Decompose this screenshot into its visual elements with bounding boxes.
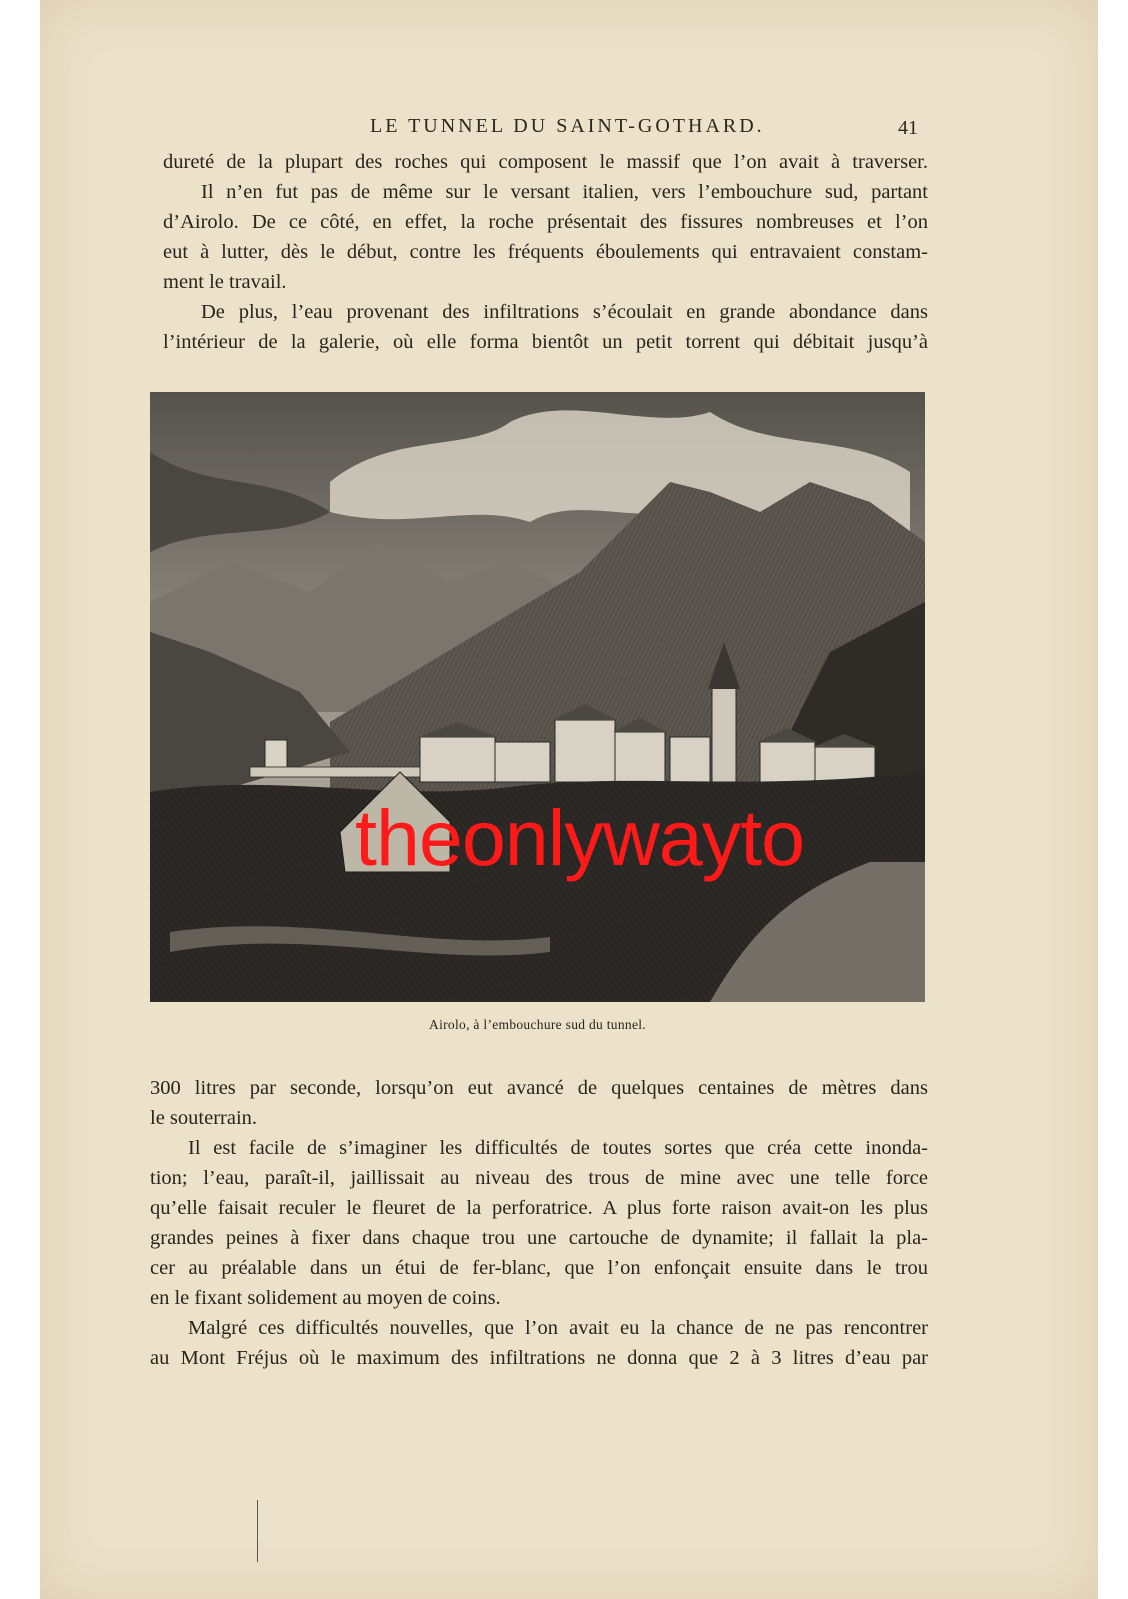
- watermark-text: theonlywayto: [355, 793, 805, 882]
- text-line: Il est facile de s’imaginer les difficultés de toutes sortes que créa cette inonda-: [188, 1137, 928, 1159]
- text-line: tion; l’eau, paraît-il, jaillissait au niveau des trous de mine avec une telle force: [150, 1167, 928, 1189]
- airolo-landscape-engraving: [150, 392, 925, 1002]
- text-line: l’intérieur de la galerie, où elle forma bientôt un petit torrent qui débitait jusqu’à: [163, 331, 928, 353]
- body-text-bottom: [150, 1073, 928, 1373]
- text-line: 300 litres par seconde, lorsqu’on eut avancé de quelques centaines de mètres dans: [150, 1077, 928, 1099]
- body-text-top: [163, 147, 928, 357]
- text-line: eut à lutter, dès le début, contre les fréquents éboulements qui entravaient constam-: [163, 241, 928, 263]
- text-line: en le fixant solidement au moyen de coins.: [150, 1287, 501, 1309]
- text-line: dureté de la plupart des roches qui composent le massif que l’on avait à traverser.: [163, 151, 928, 173]
- figure-caption: Airolo, à l’embouchure sud du tunnel.: [429, 1017, 646, 1032]
- text-line: au Mont Fréjus où le maximum des infiltrations ne donna que 2 à 3 litres d’eau par: [150, 1347, 928, 1369]
- text-line: qu’elle faisait reculer le fleuret de la perforatrice. A plus forte raison avait-on les plus: [150, 1197, 928, 1219]
- text-line: ment le travail.: [163, 271, 287, 293]
- running-title: LE TUNNEL DU SAINT-GOTHARD.: [370, 115, 765, 137]
- margin-mark: [257, 1500, 258, 1562]
- page-number: 41: [898, 117, 918, 139]
- text-line: De plus, l’eau provenant des infiltrations s’écoulait en grande abondance dans: [201, 301, 928, 323]
- text-line: le souterrain.: [150, 1107, 258, 1129]
- text-line: Malgré ces difficultés nouvelles, que l’on avait eu la chance de ne pas rencontrer: [188, 1317, 928, 1339]
- text-line: cer au préalable dans un étui de fer-blanc, que l’on enfonçait ensuite dans le trou: [150, 1257, 928, 1279]
- text-line: d’Airolo. De ce côté, en effet, la roche présentait des fissures nombreuses et l’on: [163, 211, 928, 233]
- page-header: [0, 115, 1128, 145]
- text-line: grandes peines à fixer dans chaque trou une cartouche de dynamite; il fallait la pla-: [150, 1227, 928, 1249]
- engraving-illustration: [150, 392, 925, 1002]
- text-line: Il n’en fut pas de même sur le versant italien, vers l’embouchure sud, partant: [201, 181, 928, 203]
